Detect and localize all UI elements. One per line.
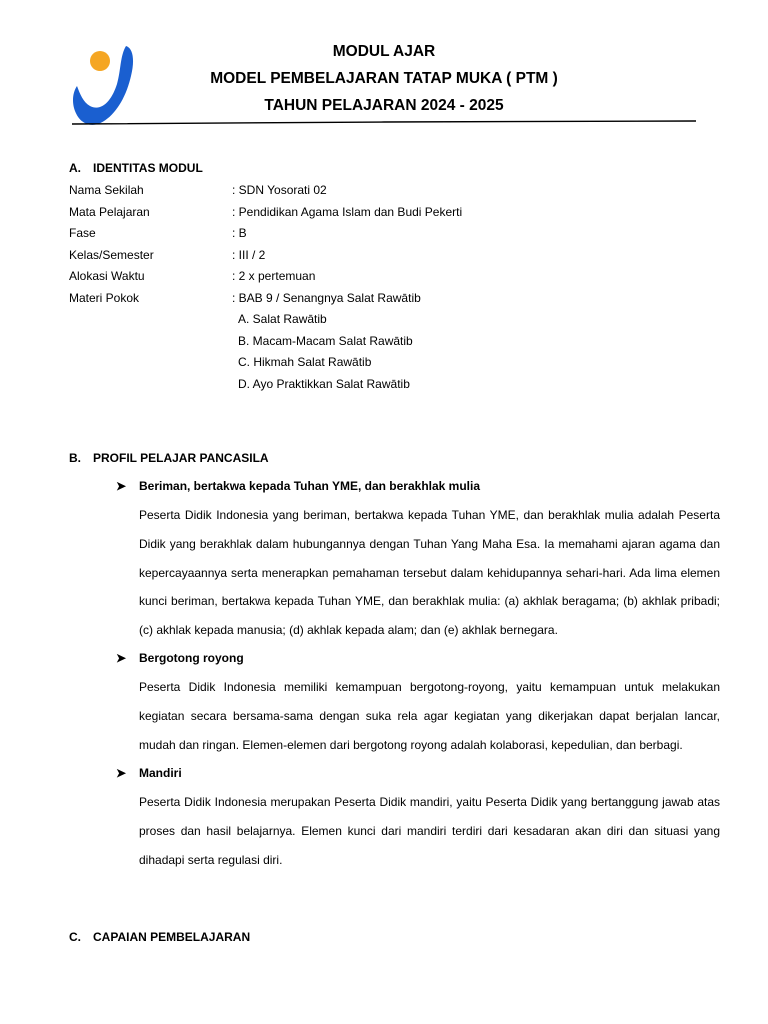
section-b-heading [69, 451, 269, 465]
identity-value: : B [232, 226, 247, 241]
profil-item-paragraph: Peserta Didik Indonesia merupakan Peserta Didik mandiri, yaitu Peserta Didik yang bertanggung jawab atas proses dan hasil belajarnya. Elemen kunci dari mandiri terdiri dari kesadaran akan diri dan situasi yang dihadapi serta regulasi diri. [139, 795, 720, 867]
identity-label: Materi Pokok [69, 290, 140, 305]
section-c-title: CAPAIAN PEMBELAJARAN [93, 930, 251, 944]
identity-value: : BAB 9 / Senangnya Salat Rawātib [232, 290, 421, 305]
header-divider [72, 120, 696, 126]
title-line-3: TAHUN PELAJARAN 2024 - 2025 [264, 97, 504, 114]
materi-sub-list [238, 309, 413, 395]
arrow-bullet-icon: ➤ [116, 766, 127, 780]
title-line-1: MODUL AJAR [332, 43, 436, 60]
section-a-title: IDENTITAS MODUL [93, 161, 203, 175]
identity-value: : 2 x pertemuan [232, 269, 316, 284]
profil-item-heading [116, 651, 244, 665]
profil-item-title: Mandiri [139, 766, 182, 780]
identity-label: Mata Pelajaran [69, 204, 150, 219]
section-b-letter: B. [69, 451, 81, 465]
profil-item-heading [116, 766, 182, 780]
identity-label: Nama Sekilah [69, 183, 144, 197]
profil-item-title: Bergotong royong [139, 651, 244, 665]
arrow-bullet-icon: ➤ [116, 479, 127, 493]
identity-value: : SDN Yosorati 02 [232, 183, 327, 197]
identity-label: Alokasi Waktu [69, 269, 145, 284]
profil-item-paragraph: Peserta Didik Indonesia memiliki kemampuan bergotong-royong, yaitu kemampuan untuk melakukan kegiatan secara bersama-sama dengan suka rela agar kegiatan yang dikerjakan dapat berjalan lancar, mudah dan ringan. Elemen-elemen dari bergotong royong adalah kolaborasi, kepedulian, dan berbagi. [139, 680, 720, 752]
materi-sub-item: A. Salat Rawātib [238, 312, 327, 326]
materi-sub-item: B. Macam-Macam Salat Rawātib [238, 333, 413, 348]
section-c-heading [69, 930, 250, 944]
person-logo-icon [70, 42, 138, 126]
materi-sub-item: C. Hikmah Salat Rawātib [238, 355, 372, 370]
identity-value: : Pendidikan Agama Islam dan Budi Pekerti [232, 204, 463, 219]
section-a-heading [69, 161, 203, 175]
profil-item-heading [116, 479, 480, 493]
title-line-2: MODEL PEMBELAJARAN TATAP MUKA ( PTM ) [210, 70, 558, 87]
materi-sub-item: D. Ayo Praktikkan Salat Rawātib [238, 376, 410, 391]
profil-item-paragraph: Peserta Didik Indonesia yang beriman, bertakwa kepada Tuhan YME, dan berakhlak mulia adalah Peserta Didik yang berakhlak dalam hubungannya dengan Tuhan Yang Maha Esa. Ia memahami ajaran agama dan kepercayaannya serta menerapkan pemahaman tersebut dalam kehidupannya sehari-hari. Ada lima elemen kunci beriman, bertakwa kepada Tuhan YME, dan berakhlak mulia: (a) akhlak beragama; (b) akhlak pribadi; (c) akhlak kepada manusia; (d) akhlak kepada alam; dan (e) akhlak bernegara. [139, 508, 720, 638]
section-b-title: PROFIL PELAJAR PANCASILA [93, 451, 269, 465]
section-c-letter: C. [69, 930, 81, 944]
document-title [180, 40, 588, 121]
profil-item-title: Beriman, bertakwa kepada Tuhan YME, dan berakhlak mulia [139, 479, 481, 493]
identity-value: : III / 2 [232, 247, 266, 262]
identity-label: Fase [69, 226, 96, 241]
arrow-bullet-icon: ➤ [116, 651, 127, 665]
section-a-letter: A. [69, 161, 81, 175]
identity-label: Kelas/Semester [69, 247, 154, 262]
